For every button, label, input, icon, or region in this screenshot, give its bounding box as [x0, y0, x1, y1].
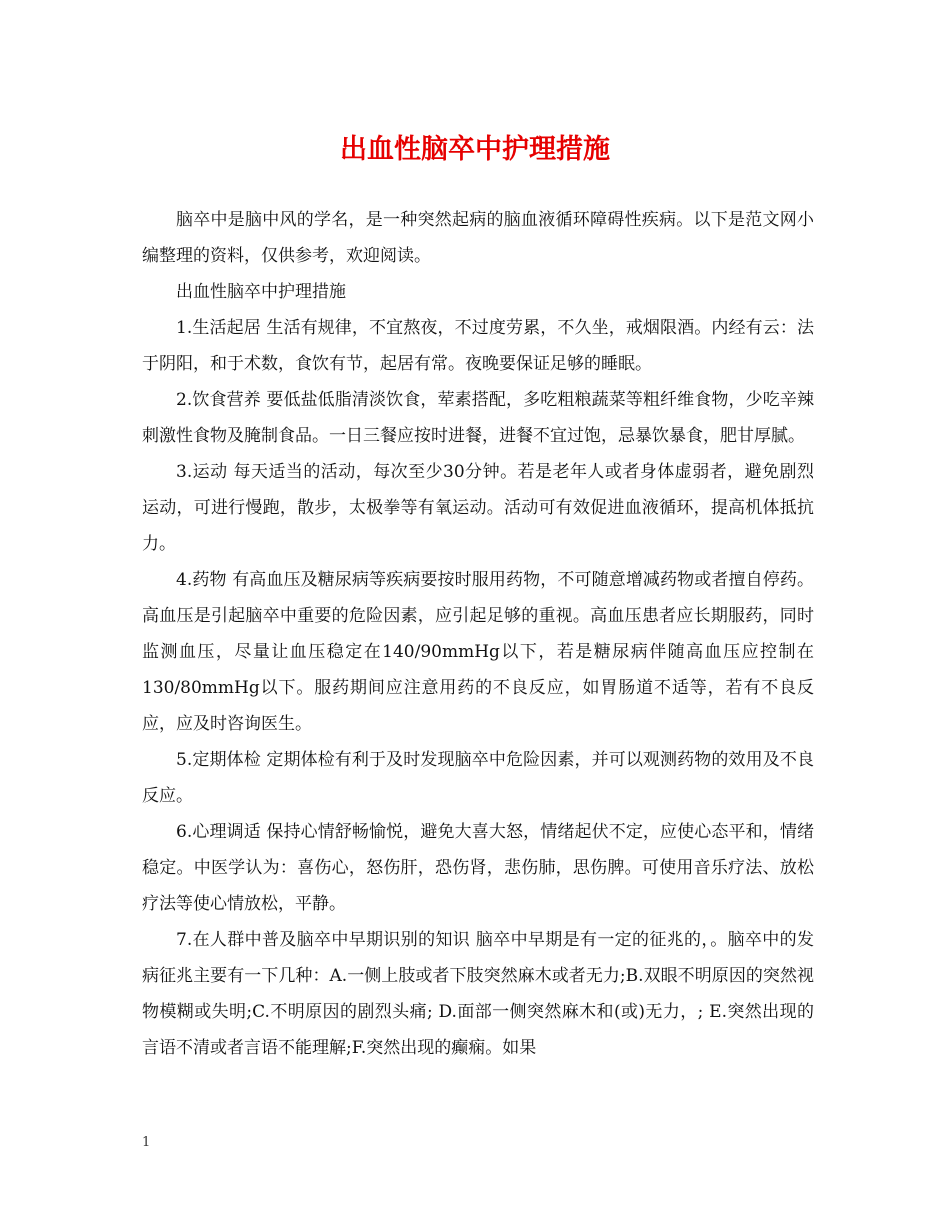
paragraph-item-6: 6.心理调适 保持心情舒畅愉悦，避免大喜大怒，情绪起伏不定，应使心态平和，情绪稳定。中医学认为：喜伤心，怒伤肝，恐伤肾，悲伤肺，思伤脾。可使用音乐疗法、放松疗法等使心情放松，平静。	[142, 822, 814, 914]
paragraph-item-1: 1.生活起居 生活有规律，不宜熬夜，不过度劳累，不久坐，戒烟限酒。内经有云：法于阴阳，和于术数，食饮有节，起居有常。夜晚要保证足够的睡眠。	[142, 318, 814, 374]
paragraph-item-2: 2.饮食营养 要低盐低脂清淡饮食，荤素搭配，多吃粗粮蔬菜等粗纤维食物，少吃辛辣刺激性食物及腌制食品。一日三餐应按时进餐，进餐不宜过饱，忌暴饮暴食，肥甘厚腻。	[142, 390, 814, 446]
paragraph-item-5: 5.定期体检 定期体检有利于及时发现脑卒中危险因素，并可以观测药物的效用及不良反应。	[142, 750, 814, 806]
paragraph-item-3: 3.运动 每天适当的活动，每次至少30分钟。若是老年人或者身体虚弱者，避免剧烈运动，可进行慢跑，散步，太极拳等有氧运动。活动可有效促进血液循环，提高机体抵抗力。	[142, 462, 814, 554]
section-heading: 出血性脑卒中护理措施	[176, 282, 346, 302]
paragraph-item-7: 7.在人群中普及脑卒中早期识别的知识 脑卒中早期是有一定的征兆的，。脑卒中的发病征兆主要有一下几种：A.一侧上肢或者下肢突然麻木或者无力;B.双眼不明原因的突然视物模糊或失明;C.不明原因的剧烈头痛; D.面部一侧突然麻木和(或)无力，; E.突然出现的言语不清或者言语不能理解;F.突然出现的癫痫。如果	[142, 930, 814, 1058]
paragraph-item-4: 4.药物 有高血压及糖尿病等疾病要按时服用药物，不可随意增减药物或者擅自停药。高血压是引起脑卒中重要的危险因素，应引起足够的重视。高血压患者应长期服药，同时监测血压，尽量让血压稳定在140/90mmHg以下，若是糖尿病伴随高血压应控制在130/80mmHg以下。服药期间应注意用药的不良反应，如胃肠道不适等，若有不良反应，应及时咨询医生。	[142, 570, 814, 734]
document-body	[142, 202, 814, 1066]
page-number: 1	[142, 1135, 151, 1150]
intro-paragraph: 脑卒中是脑中风的学名，是一种突然起病的脑血液循环障碍性疾病。以下是范文网小编整理的资料，仅供参考，欢迎阅读。	[142, 210, 814, 266]
document-title: 出血性脑卒中护理措施	[340, 134, 610, 165]
